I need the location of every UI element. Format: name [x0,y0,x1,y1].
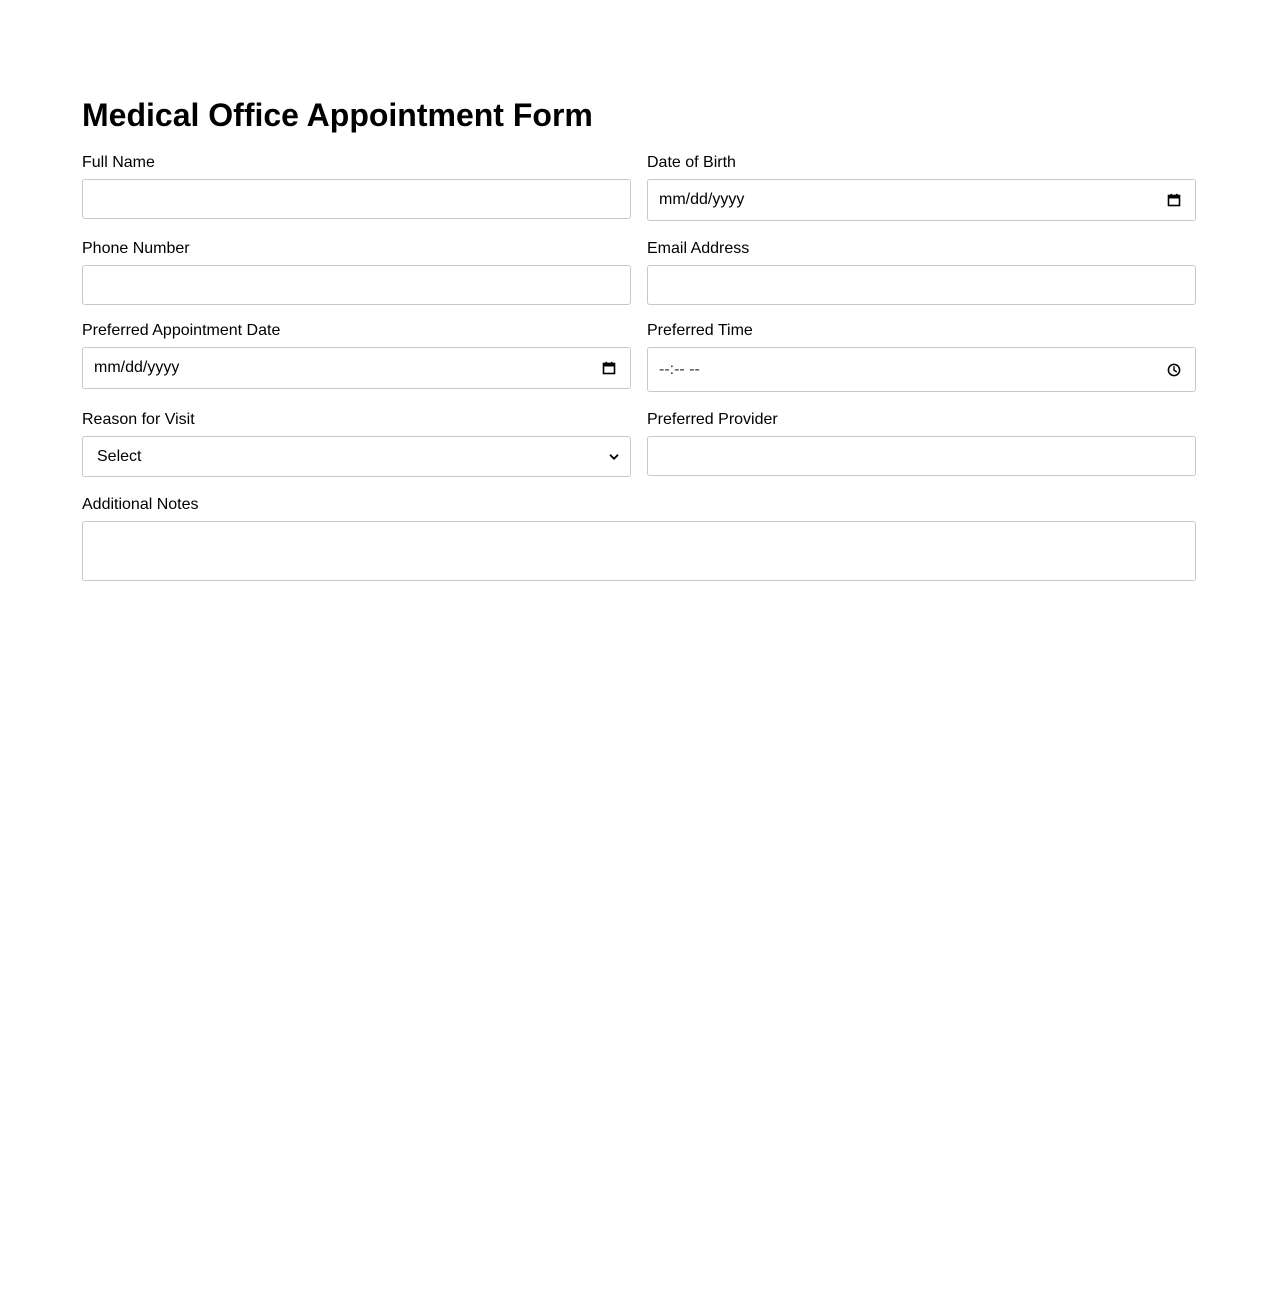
form-row-1 [82,154,1196,221]
preferred-appointment-date-input[interactable] [82,347,631,389]
email-address-label: Email Address [647,240,750,257]
additional-notes-textarea[interactable] [82,521,1196,581]
preferred-appointment-date-label: Preferred Appointment Date [82,322,281,339]
full-name-label: Full Name [82,154,155,171]
chevron-down-icon [607,450,621,464]
preferred-time-placeholder: --:-- -- [659,360,700,378]
additional-notes-label: Additional Notes [82,496,199,513]
reason-for-visit-field [82,411,631,477]
preferred-provider-field [647,411,1196,477]
email-address-field [647,240,1196,305]
form-row-4 [82,411,1196,477]
preferred-time-label: Preferred Time [647,322,753,339]
phone-number-label: Phone Number [82,240,190,257]
calendar-icon[interactable] [1167,193,1181,207]
preferred-time-field [647,322,1196,392]
additional-notes-field [82,496,1196,581]
preferred-provider-input[interactable] [647,436,1196,476]
date-of-birth-placeholder: mm/dd/yyyy [659,191,745,208]
full-name-input[interactable] [82,179,631,219]
email-address-input[interactable] [647,265,1196,305]
preferred-appointment-date-field [82,322,631,392]
form-row-3 [82,322,1196,392]
clock-icon[interactable] [1167,363,1181,377]
preferred-provider-label: Preferred Provider [647,411,778,428]
form-row-5 [82,496,1196,581]
preferred-appointment-date-placeholder: mm/dd/yyyy [94,359,180,376]
preferred-time-input[interactable] [647,347,1196,392]
appointment-form [82,95,1196,581]
date-of-birth-field [647,154,1196,221]
full-name-field [82,154,631,221]
reason-for-visit-label: Reason for Visit [82,411,195,428]
date-of-birth-input[interactable] [647,179,1196,221]
calendar-icon[interactable] [602,361,616,375]
page-title: Medical Office Appointment Form [82,97,593,133]
date-of-birth-label: Date of Birth [647,154,736,171]
form-row-2 [82,240,1196,305]
reason-for-visit-select[interactable] [82,436,631,477]
reason-for-visit-selected: Select [97,447,142,465]
phone-number-field [82,240,631,305]
phone-number-input[interactable] [82,265,631,305]
